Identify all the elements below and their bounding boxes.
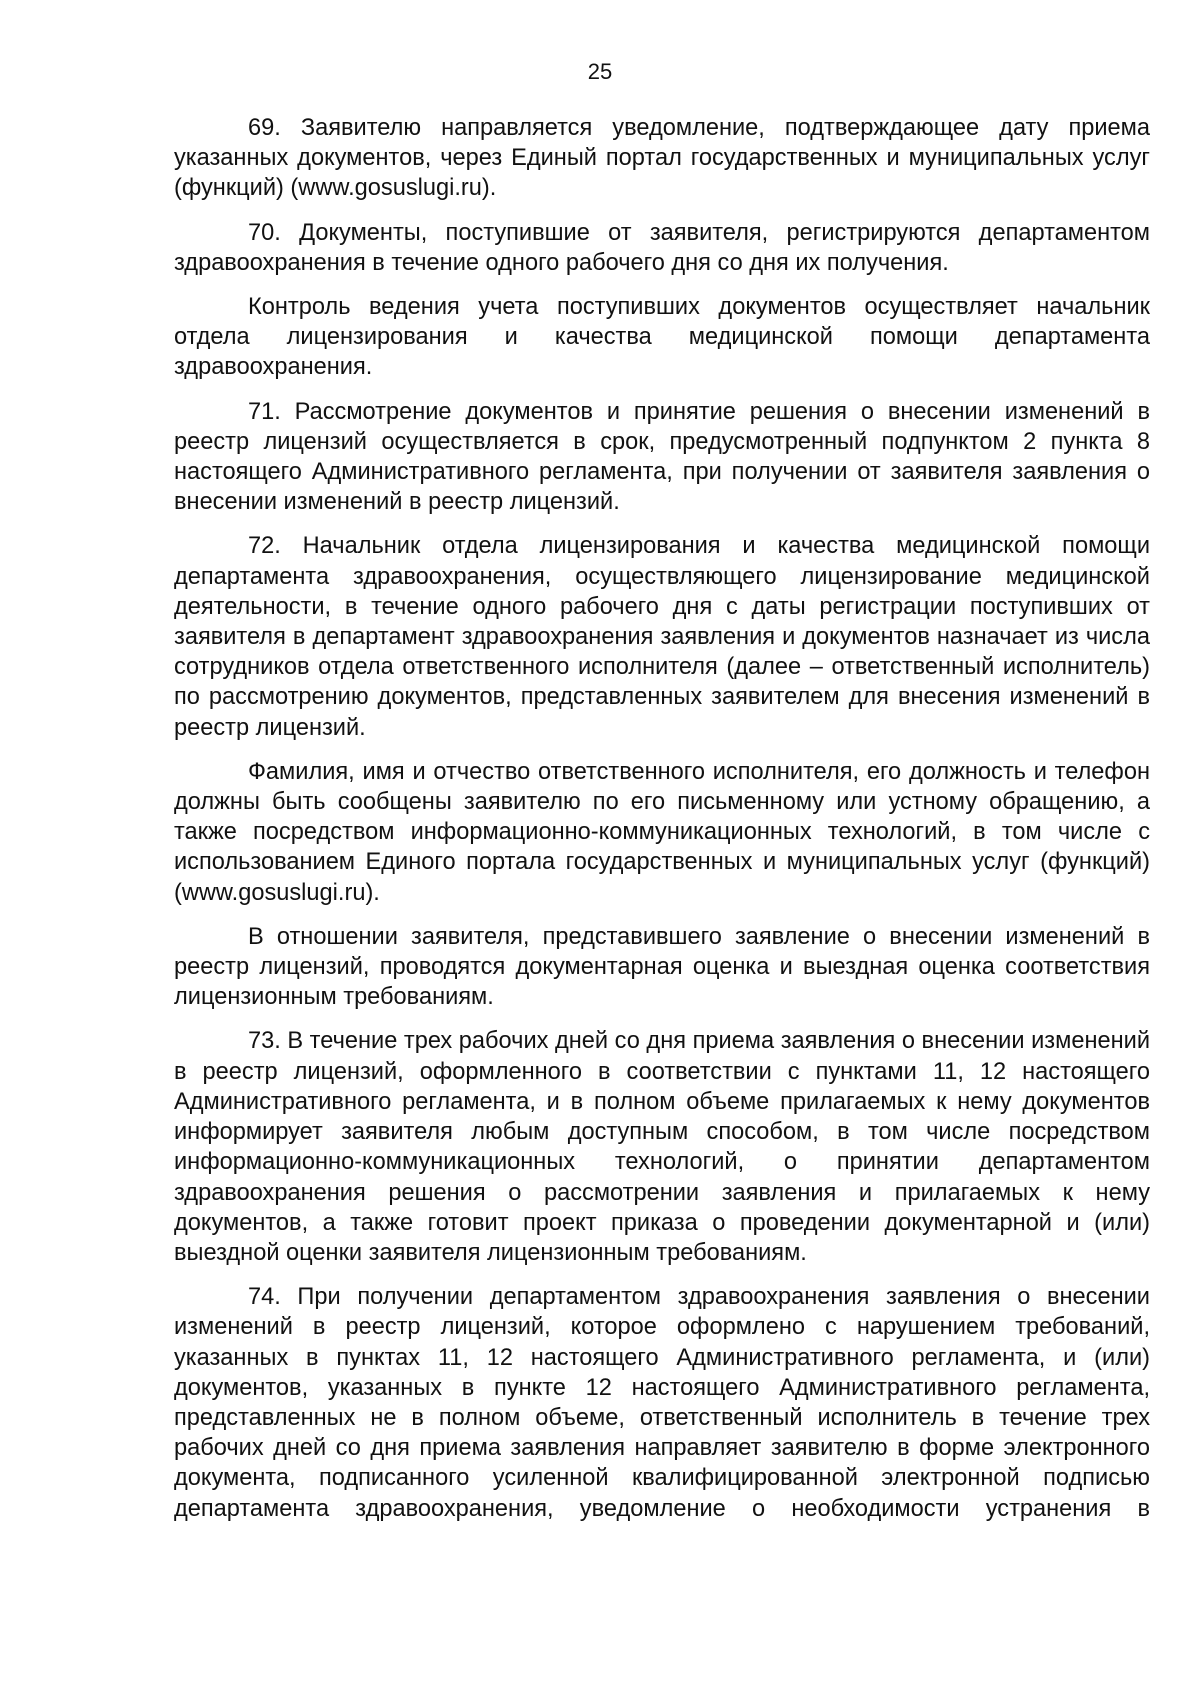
paragraph-71: 71. Рассмотрение документов и принятие решения о внесении изменений в реестр лицензий осуществляется в срок, предусмотренный подпунктом 2 пункта 8 настоящего Административного регламента, при получении от заявителя заявления о внесении изменений в реестр лицензий. <box>174 398 1150 516</box>
paragraph-assessment: В отношении заявителя, представившего заявление о внесении изменений в реестр лицензий, проводятся документарная оценка и выездная оценка соответствия лицензионным требованиям. <box>174 923 1150 1011</box>
paragraph-control: Контроль ведения учета поступивших документов осуществляет начальник отдела лицензирования и качества медицинской помощи департамента здравоохранения. <box>174 294 1150 381</box>
document-body <box>174 113 1150 1524</box>
paragraph-74: 74. При получении департаментом здравоохранения заявления о внесении изменений в реестр лицензий, которое оформлено с нарушением требований, указанных в пунктах 11, 12 настоящего Административного регламента, и (или) документов, указанных в пункте 12 настоящего Административного регламента, представленных не в полном объеме, ответственный исполнитель в течение трех рабочих дней со дня приема заявления направляет заявителю в форме электронного документа, подписанного усиленной квалифицированной электронной подписью департамента здравоохранения, уведомление о необходимости устранения в <box>174 1284 1150 1522</box>
paragraph-responsible-contact: Фамилия, имя и отчество ответственного исполнителя, его должность и телефон должны быть сообщены заявителю по его письменному или устному обращению, а также посредством информационно-коммуникационных технологий, в том числе с использованием Единого портала государственных и муниципальных услуг (функций) (www.gosuslugi.ru). <box>174 758 1150 906</box>
paragraph-70: 70. Документы, поступившие от заявителя, регистрируются департаментом здравоохранения в течение одного рабочего дня со дня их получения. <box>174 219 1150 276</box>
paragraph-69: 69. Заявителю направляется уведомление, подтверждающее дату приема указанных документов, через Единый портал государственных и муниципальных услуг (функций) (www.gosuslugi.ru). <box>174 115 1150 202</box>
paragraph-73: 73. В течение трех рабочих дней со дня приема заявления о внесении изменений в реестр лицензий, оформленного в соответствии с пунктами 11, 12 настоящего Административного регламента, и в полном объеме прилагаемых к нему документов информирует заявителя любым доступным способом, в том числе посредством информационно-коммуникационных технологий, о принятии департаментом здравоохранения решения о рассмотрении заявления и прилагаемых к нему документов, а также готовит проект приказа о проведении документарной и (или) выездной оценки заявителя лицензионным требованиям. <box>174 1028 1150 1266</box>
paragraph-72: 72. Начальник отдела лицензирования и качества медицинской помощи департамента здравоохранения, осуществляющего лицензирование медицинской деятельности, в течение одного рабочего дня с даты регистрации поступивших от заявителя в департамент здравоохранения заявления и документов назначает из числа сотрудников отдела ответственного исполнителя (далее – ответственный исполнитель) по рассмотрению документов, представленных заявителем для внесения изменений в реестр лицензий. <box>174 533 1150 741</box>
page-number: 25 <box>587 59 613 84</box>
